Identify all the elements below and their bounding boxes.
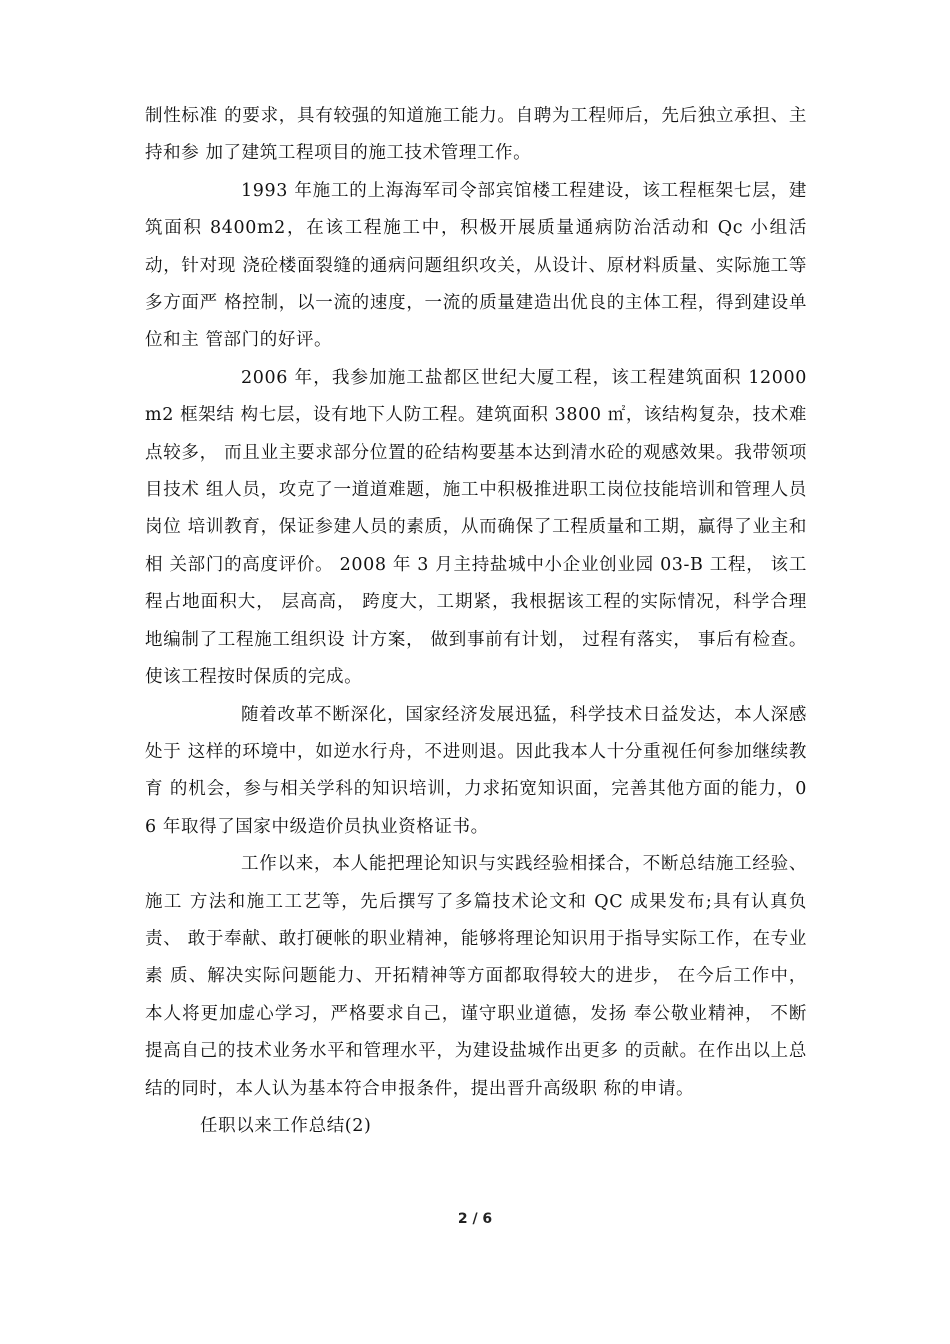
paragraph-1993-project: 1993 年施工的上海海军司令部宾馆楼工程建设，该工程框架七层，建筑面积 8400m2，在该工程施工中，积极开展质量通病防治活动和 Qc 小组活动，针对现 浇砼楼面裂缝的通病问题组织攻关，从设计、原材料质量、实际施工等多方面严 格控制，以一流的速度，一流的质量建造出优良的主体工程，得到建设单位和主 管部门的好评。 xyxy=(145,180,807,351)
paragraph-2006-project: 2006 年，我参加施工盐都区世纪大厦工程，该工程建筑面积 12000m2 框架结 构七层，设有地下人防工程。建筑面积 3800 ㎡，该结构复杂，技术难点较多， 而且业主要求部分位置的砼结构要基本达到清水砼的观感效果。我带领项目技术 组人员，攻克了一道道难题，施工中积极推进职工岗位技能培训和管理人员岗位 培训教育，保证参建人员的素质，从而确保了工程质量和工期，赢得了业主和相 关部门的高度评价。 2008 年 3 月主持盐城中小企业创业园 03-B 工程， 该工程占地面积大， 层高高， 跨度大，工期紧，我根据该工程的实际情况，科学合理地编制了工程施工组织设 计方案， 做到事前有计划， 过程有落实， 事后有检查。使该工程按时保质的完成。 xyxy=(145,367,807,688)
section-heading: 任职以来工作总结(2) xyxy=(200,1115,372,1136)
paragraph-continuing-education: 随着改革不断深化，国家经济发展迅猛，科学技术日益发达，本人深感处于 这样的环境中，如逆水行舟，不进则退。因此我本人十分重视任何参加继续教育 的机会，参与相关学科的知识培训，力求拓宽知识面，完善其他方面的能力，06 年取得了国家中级造价员执业资格证书。 xyxy=(145,704,807,837)
paragraph-work-summary: 工作以来，本人能把理论知识与实践经验相揉合，不断总结施工经验、施工 方法和施工工艺等，先后撰写了多篇技术论文和 QC 成果发布;具有认真负责、 敢于奉献、敢打硬帐的职业精神，能够将理论知识用于指导实际工作，在专业素 质、解决实际问题能力、开拓精神等方面都取得较大的进步， 在今后工作中，本人将更加虚心学习，严格要求自己，谨守职业道德，发扬 奉公敬业精神， 不断提高自己的技术业务水平和管理水平，为建设盐城作出更多 的贡献。在作出以上总结的同时，本人认为基本符合申报条件，提出晋升高级职 称的申请。 xyxy=(145,854,807,1099)
page-number: 2 / 6 xyxy=(457,1211,493,1227)
paragraph-continuation: 制性标准 的要求，具有较强的知道施工能力。自聘为工程师后，先后独立承担、主持和参 加了建筑工程项目的施工技术管理工作。 xyxy=(145,106,807,164)
document-body xyxy=(145,98,807,1145)
